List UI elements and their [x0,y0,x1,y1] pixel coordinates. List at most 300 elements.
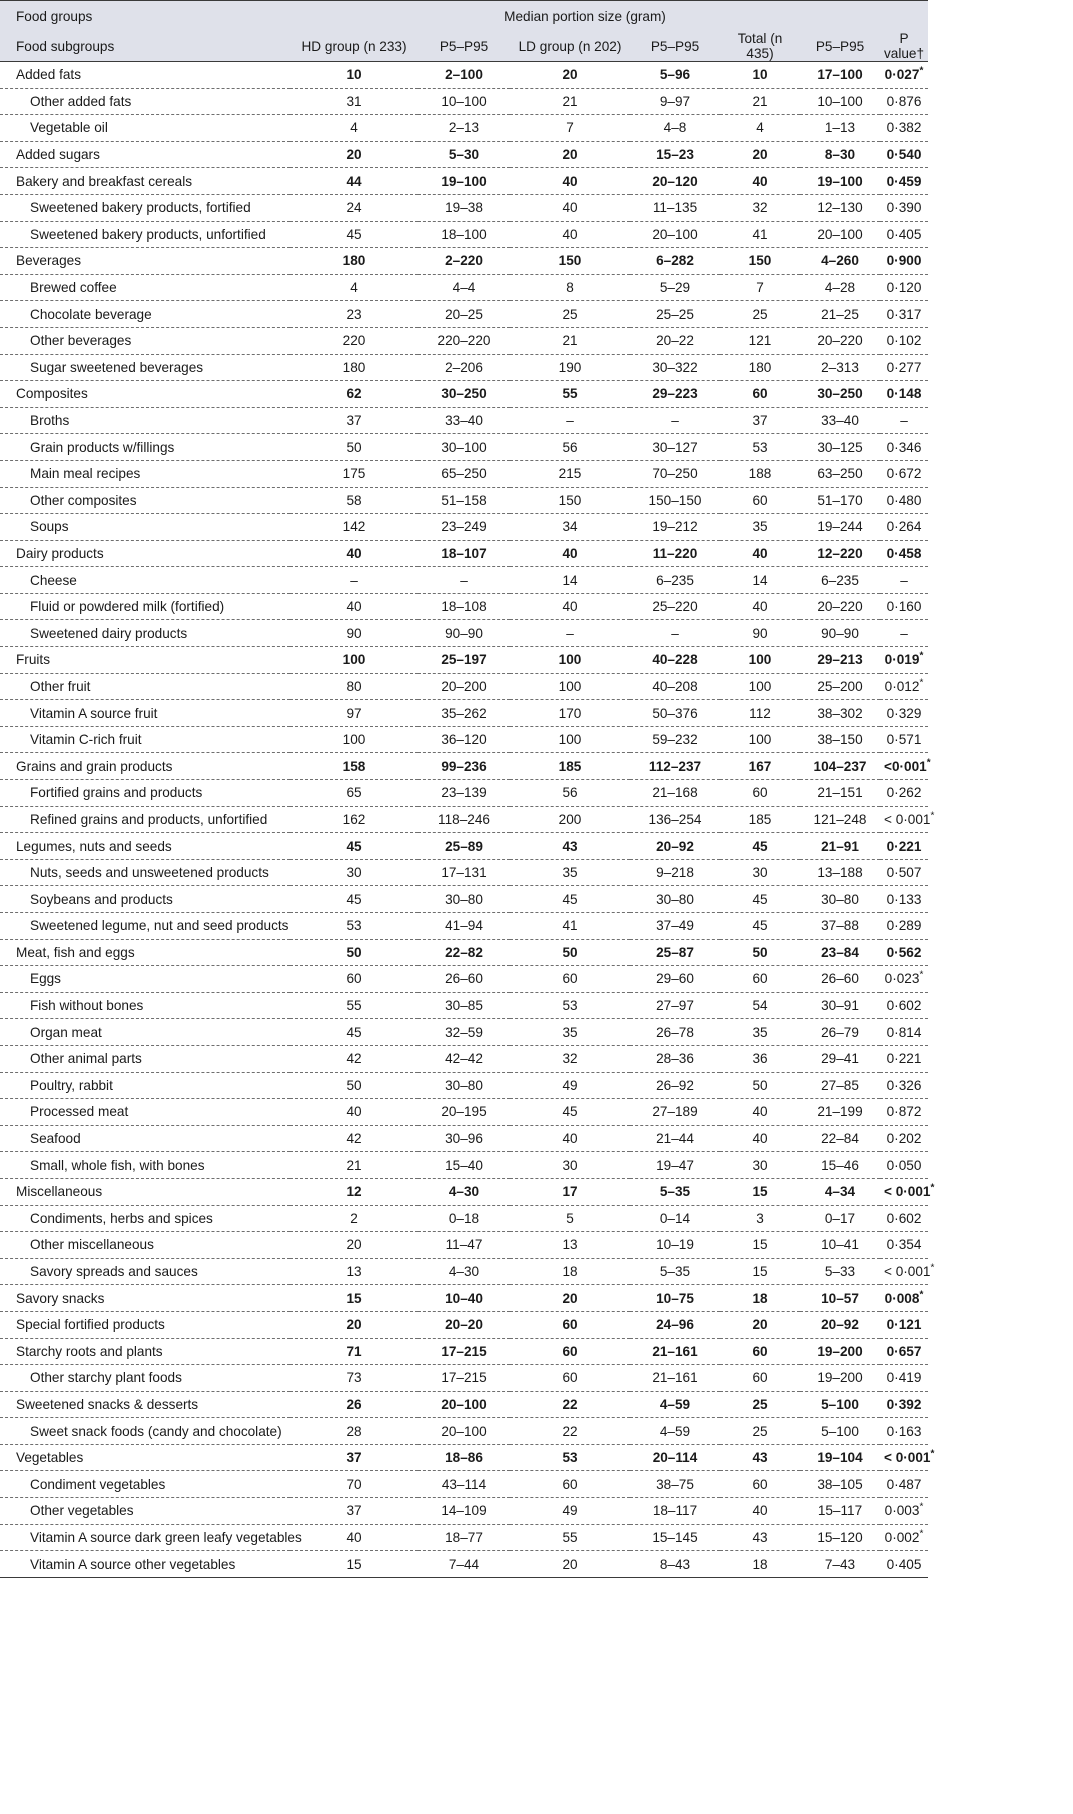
total-range: 21–151 [800,780,880,807]
row-label: Vegetables [0,1444,290,1471]
hd-range: 30–96 [418,1125,510,1152]
total-median: 21 [720,88,800,115]
hd-range: 30–250 [418,381,510,408]
hd-range: 43–114 [418,1471,510,1498]
table-row-subgroup [0,1471,928,1498]
p-value-cell [880,1045,928,1072]
ld-range: 21–161 [630,1365,720,1392]
header-food-groups: Food groups [0,1,290,32]
total-range: 17–100 [800,62,880,89]
hd-range: 0–18 [418,1205,510,1232]
p-value-cell [880,859,928,886]
p-value: 0·317 [886,306,922,322]
row-label: Sweetened dairy products [0,620,290,647]
total-median: 20 [720,1311,800,1338]
p-value-cell [880,487,928,514]
p-value-cell [880,514,928,541]
p-value: 0·160 [886,599,922,615]
total-median: 50 [720,1072,800,1099]
total-median: 18 [720,1285,800,1312]
p-value-cell [880,1178,935,1205]
row-label: Special fortified products [0,1311,290,1338]
total-range: 121–248 [800,806,880,833]
total-median: 167 [720,753,800,780]
row-label: Vitamin C-rich fruit [0,726,290,753]
hd-range: 2–220 [418,248,510,275]
total-median: 40 [720,1498,800,1525]
p-value: 0·289 [886,918,922,934]
hd-median: 40 [290,540,418,567]
ld-range: 40–208 [630,673,720,700]
total-range: 19–100 [800,168,880,195]
p-value: < 0·001 [884,1450,931,1466]
header-row-2 [0,31,928,62]
p-value: 0·419 [886,1370,922,1386]
ld-median: 40 [510,1125,630,1152]
hd-range: 18–86 [418,1444,510,1471]
hd-range: 14–109 [418,1498,510,1525]
hd-range: 5–30 [418,141,510,168]
table-row-group [0,248,928,275]
row-label: Miscellaneous [0,1178,290,1205]
total-range: 30–91 [800,992,880,1019]
table-row-group [0,1285,928,1312]
hd-range: 20–100 [418,1391,510,1418]
header-p-value: P value† [880,31,928,62]
hd-median: 162 [290,806,418,833]
ld-range: 29–223 [630,381,720,408]
hd-median: 50 [290,1072,418,1099]
ld-median: 100 [510,647,630,674]
ld-range: 30–80 [630,886,720,913]
ld-range: 27–189 [630,1099,720,1126]
row-label: Savory spreads and sauces [0,1258,290,1285]
p-value-cell [880,1285,928,1312]
ld-range: 25–220 [630,593,720,620]
hd-median: 62 [290,381,418,408]
p-value-cell [880,913,928,940]
total-median: 32 [720,194,800,221]
significance-marker: * [926,757,931,769]
total-range: 19–244 [800,514,880,541]
table-row-group [0,540,928,567]
hd-range: 19–100 [418,168,510,195]
ld-range: 59–232 [630,726,720,753]
total-range: 19–200 [800,1365,880,1392]
hd-median: 30 [290,859,418,886]
row-label: Other starchy plant foods [0,1365,290,1392]
total-range: 21–25 [800,301,880,328]
ld-range: 20–22 [630,327,720,354]
row-label: Sweet snack foods (candy and chocolate) [0,1418,290,1445]
header-total: Total (n 435) [720,31,800,62]
total-median: 10 [720,62,800,89]
p-value-cell [880,62,928,89]
table-row-subgroup [0,1551,928,1578]
ld-median: 190 [510,354,630,381]
ld-range: 9–97 [630,88,720,115]
ld-range: 18–117 [630,1498,720,1525]
ld-range: 20–92 [630,833,720,860]
ld-median: 32 [510,1045,630,1072]
table-row-subgroup [0,1072,928,1099]
ld-range: 20–114 [630,1444,720,1471]
ld-median: 41 [510,913,630,940]
hd-median: 20 [290,1311,418,1338]
ld-median: – [510,620,630,647]
table-row-subgroup [0,1418,928,1445]
p-value: 0·003 [884,1503,920,1519]
total-range: 15–46 [800,1152,880,1179]
total-range: 5–100 [800,1391,880,1418]
header-food-subgroups: Food subgroups [0,31,290,62]
ld-range: 9–218 [630,859,720,886]
row-label: Broths [0,407,290,434]
total-median: 188 [720,460,800,487]
total-range: 6–235 [800,567,880,594]
total-range: 7–43 [800,1551,880,1578]
ld-median: 14 [510,567,630,594]
table-row-subgroup [0,1365,928,1392]
p-value: 0·382 [886,120,922,136]
hd-median: 26 [290,1391,418,1418]
hd-range: 18–108 [418,593,510,620]
ld-median: 43 [510,833,630,860]
p-value-cell [880,1338,928,1365]
ld-range: 21–168 [630,780,720,807]
p-value: 0·354 [886,1237,922,1253]
ld-range: 5–35 [630,1258,720,1285]
total-range: 15–120 [800,1524,880,1551]
total-range: 38–302 [800,700,880,727]
p-value-cell [880,886,928,913]
hd-range: 4–4 [418,274,510,301]
row-label: Nuts, seeds and unsweetened products [0,859,290,886]
p-value-cell [880,1099,928,1126]
ld-range: 8–43 [630,1551,720,1578]
table-row-group [0,833,928,860]
hd-median: 31 [290,88,418,115]
row-label: Chocolate beverage [0,301,290,328]
table-row-group [0,168,928,195]
total-range: 90–90 [800,620,880,647]
row-label: Cheese [0,567,290,594]
hd-median: 180 [290,248,418,275]
hd-range: 18–100 [418,221,510,248]
hd-median: 60 [290,966,418,993]
significance-marker: * [919,1289,924,1301]
total-range: 22–84 [800,1125,880,1152]
total-range: 30–80 [800,886,880,913]
p-value: 0·876 [886,93,922,109]
hd-range: 18–77 [418,1524,510,1551]
total-range: 23–84 [800,939,880,966]
ld-median: 40 [510,221,630,248]
hd-range: 10–40 [418,1285,510,1312]
p-value: 0·102 [886,333,922,349]
table-row-subgroup [0,1232,928,1259]
hd-range: 33–40 [418,407,510,434]
row-label: Grain products w/fillings [0,434,290,461]
ld-range: 21–44 [630,1125,720,1152]
row-label: Other vegetables [0,1498,290,1525]
hd-median: 55 [290,992,418,1019]
hd-range: 23–249 [418,514,510,541]
table-row-subgroup [0,221,928,248]
row-label: Poultry, rabbit [0,1072,290,1099]
row-label: Other fruit [0,673,290,700]
p-value-cell [880,168,928,195]
ld-range: 26–78 [630,1019,720,1046]
row-label: Grains and grain products [0,753,290,780]
ld-median: 56 [510,434,630,461]
ld-median: 20 [510,141,630,168]
hd-median: – [290,567,418,594]
hd-median: 53 [290,913,418,940]
total-median: 45 [720,913,800,940]
table-row-subgroup [0,780,928,807]
row-label: Seafood [0,1125,290,1152]
header-p5-p95-ld: P5–P95 [630,31,720,62]
ld-range: 150–150 [630,487,720,514]
hd-median: 20 [290,141,418,168]
ld-range: 28–36 [630,1045,720,1072]
hd-median: 45 [290,886,418,913]
total-range: 38–150 [800,726,880,753]
p-value: < 0·001 [884,1184,931,1200]
table-row-subgroup [0,327,928,354]
p-value: 0·277 [886,359,922,375]
p-value: 0·814 [886,1024,922,1040]
hd-median: 2 [290,1205,418,1232]
hd-median: 4 [290,274,418,301]
total-median: 100 [720,673,800,700]
hd-range: 20–100 [418,1418,510,1445]
ld-range: 30–127 [630,434,720,461]
ld-median: 45 [510,886,630,913]
total-range: 10–41 [800,1232,880,1259]
ld-range: 15–23 [630,141,720,168]
header-p5-p95-hd: P5–P95 [418,31,510,62]
p-value: 0·027 [884,67,920,83]
row-label: Brewed coffee [0,274,290,301]
ld-range: 37–49 [630,913,720,940]
row-label: Vitamin A source other vegetables [0,1551,290,1578]
total-range: 51–170 [800,487,880,514]
header-ld-group: LD group (n 202) [510,31,630,62]
table-row-group [0,647,928,674]
row-label: Legumes, nuts and seeds [0,833,290,860]
total-median: 15 [720,1178,800,1205]
table-row-subgroup [0,487,928,514]
row-label: Sugar sweetened beverages [0,354,290,381]
row-label: Fortified grains and products [0,780,290,807]
hd-range: 7–44 [418,1551,510,1578]
ld-range: 27–97 [630,992,720,1019]
p-value: 0·346 [886,439,922,455]
p-value-cell [880,1072,928,1099]
total-range: 1–13 [800,115,880,142]
hd-median: 12 [290,1178,418,1205]
hd-range: 20–20 [418,1311,510,1338]
ld-range: – [630,407,720,434]
row-label: Fluid or powdered milk (fortified) [0,593,290,620]
hd-range: 25–197 [418,647,510,674]
table-row-subgroup [0,806,928,833]
ld-range: 4–59 [630,1391,720,1418]
hd-range: 22–82 [418,939,510,966]
total-median: 20 [720,141,800,168]
total-median: 30 [720,859,800,886]
total-median: 121 [720,327,800,354]
table-body [0,62,935,1578]
p-value-cell [880,1524,928,1551]
ld-median: 100 [510,726,630,753]
ld-median: 40 [510,168,630,195]
ld-median: 20 [510,1551,630,1578]
header-p5-p95-total: P5–P95 [800,31,880,62]
total-range: 38–105 [800,1471,880,1498]
p-value: 0·002 [884,1529,920,1545]
p-value: <0·001 [884,758,927,774]
p-value: 0·262 [886,785,922,801]
hd-median: 65 [290,780,418,807]
total-range: 5–100 [800,1418,880,1445]
total-median: 53 [720,434,800,461]
total-range: 21–91 [800,833,880,860]
row-label: Sweetened bakery products, fortified [0,194,290,221]
p-value-cell [880,806,935,833]
p-value: 0·540 [886,147,922,163]
ld-range: 29–60 [630,966,720,993]
p-value-cell [880,939,928,966]
row-label: Other animal parts [0,1045,290,1072]
ld-median: 22 [510,1418,630,1445]
total-range: 26–79 [800,1019,880,1046]
p-value: 0·458 [886,545,922,561]
hd-median: 80 [290,673,418,700]
total-median: 30 [720,1152,800,1179]
ld-median: 150 [510,248,630,275]
row-label: Fruits [0,647,290,674]
p-value-cell [880,700,928,727]
ld-median: 215 [510,460,630,487]
significance-marker: * [930,1182,935,1194]
p-value-cell [880,274,928,301]
hd-range: 4–30 [418,1258,510,1285]
total-median: 60 [720,1338,800,1365]
p-value: – [900,572,908,588]
hd-median: 10 [290,62,418,89]
ld-range: 50–376 [630,700,720,727]
total-median: 60 [720,1365,800,1392]
table-row-subgroup [0,859,928,886]
hd-median: 42 [290,1045,418,1072]
total-range: 10–57 [800,1285,880,1312]
hd-range: 42–42 [418,1045,510,1072]
row-label: Added sugars [0,141,290,168]
significance-marker: * [919,969,924,981]
ld-median: 35 [510,1019,630,1046]
table-row-subgroup [0,992,928,1019]
row-label: Main meal recipes [0,460,290,487]
p-value-cell [880,1311,928,1338]
table-row-subgroup [0,673,928,700]
total-median: 15 [720,1232,800,1259]
p-value-cell [880,460,928,487]
total-median: 36 [720,1045,800,1072]
hd-range: 17–215 [418,1338,510,1365]
total-range: 15–117 [800,1498,880,1525]
total-median: 25 [720,1391,800,1418]
row-label: Small, whole fish, with bones [0,1152,290,1179]
hd-median: 37 [290,1444,418,1471]
hd-median: 21 [290,1152,418,1179]
p-value-cell [880,1471,928,1498]
ld-median: 30 [510,1152,630,1179]
row-label: Fish without bones [0,992,290,1019]
total-median: 35 [720,1019,800,1046]
total-range: 20–100 [800,221,880,248]
p-value: 0·221 [886,1051,922,1067]
hd-range: 25–89 [418,833,510,860]
total-median: 43 [720,1524,800,1551]
ld-median: 18 [510,1258,630,1285]
ld-median: 55 [510,1524,630,1551]
p-value-cell [880,381,928,408]
hd-range: 19–38 [418,194,510,221]
significance-marker: * [930,1448,935,1460]
header-median-portion-size: Median portion size (gram) [290,1,880,32]
ld-median: 60 [510,966,630,993]
row-label: Eggs [0,966,290,993]
p-value: 0·602 [886,998,922,1014]
p-value: 0·329 [886,705,922,721]
p-value: 0·562 [886,944,922,960]
total-range: 104–237 [800,753,880,780]
hd-median: 13 [290,1258,418,1285]
p-value: 0·120 [886,280,922,296]
ld-median: 21 [510,88,630,115]
total-median: 25 [720,1418,800,1445]
ld-median: – [510,407,630,434]
hd-median: 58 [290,487,418,514]
p-value-cell [880,753,931,780]
total-median: 60 [720,780,800,807]
total-median: 45 [720,886,800,913]
ld-median: 150 [510,487,630,514]
total-range: 12–220 [800,540,880,567]
table-row-subgroup [0,301,928,328]
total-range: 29–41 [800,1045,880,1072]
total-median: 180 [720,354,800,381]
p-value: 0·023 [884,971,920,987]
p-value: < 0·001 [884,1264,931,1280]
table-row-subgroup [0,274,928,301]
total-range: 25–200 [800,673,880,700]
p-value-cell [880,833,928,860]
hd-median: 42 [290,1125,418,1152]
total-range: 8–30 [800,141,880,168]
ld-median: 53 [510,992,630,1019]
hd-range: 10–100 [418,88,510,115]
p-value-cell [880,673,928,700]
ld-range: 20–100 [630,221,720,248]
hd-median: 37 [290,407,418,434]
ld-range: 15–145 [630,1524,720,1551]
p-value-cell [880,593,928,620]
ld-median: 60 [510,1365,630,1392]
